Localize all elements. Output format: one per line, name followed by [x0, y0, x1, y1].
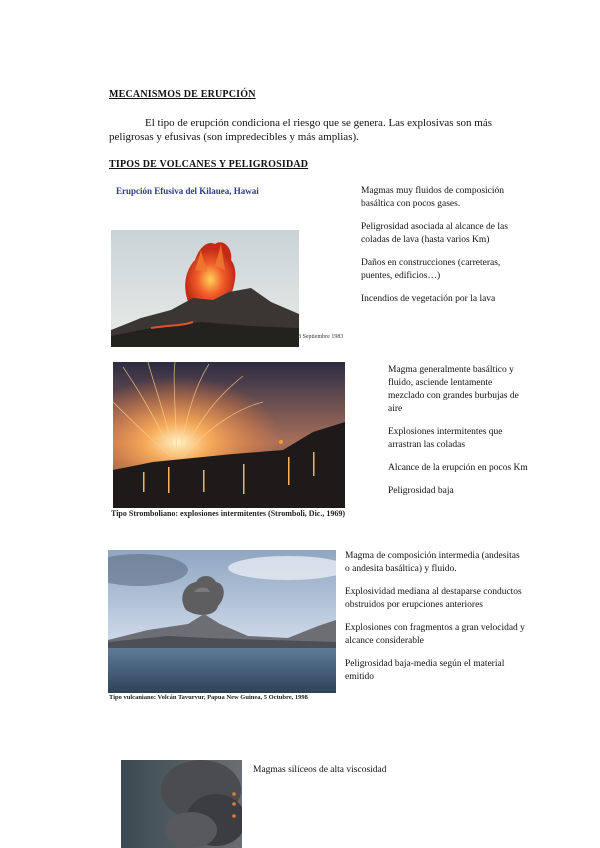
section1-text [361, 185, 521, 316]
heading-mechanisms: MECANISMOS DE ERUPCIÓN [109, 89, 256, 100]
silicic-eruption-photo [121, 760, 242, 848]
section4-text [253, 764, 453, 787]
section1-item-2: Peligrosidad asociada al alcance de las coladas de lava (hasta varios Km) [361, 222, 508, 245]
tavurvur-photo [108, 550, 336, 693]
section3-item-2: Explosividad mediana al destaparse conductos obstruidos por erupciones anteriores [345, 587, 522, 610]
section2-item-2: Explosiones intermitentes que arrastran las coladas [388, 427, 503, 450]
section1-item-3: Daños en construcciones (carreteras, puentes, edificios…) [361, 258, 501, 281]
section4-item-1: Magmas silíceos de alta viscosidad [253, 765, 387, 775]
section1-item-1: Magmas muy fluidos de composición basáltica con pocos gases. [361, 186, 505, 209]
section2-item-3: Alcance de la erupción en pocos Km [388, 463, 528, 473]
section2-item-4: Peligrosidad baja [388, 486, 454, 496]
section2-item-1: Magma generalmente basáltico y fluido, asciende lentamente mezclado con grandes burbujas de aire [388, 365, 519, 414]
intro-line-2: peligrosas y efusivas (son impredecibles y más amplias). [109, 131, 359, 143]
kilauea-date-stamp: 8 Septiembre 1983 [298, 334, 344, 340]
section3-item-4: Peligrosidad baja-media según el material emitido [345, 659, 505, 682]
stromboli-caption: Tipo Stromboliano: explosiones intermitentes (Stromboli, Dic., 1969) [111, 509, 345, 518]
intro-line-1: El tipo de erupción condiciona el riesgo que se genera. Las explosivas son más [145, 117, 493, 129]
stromboli-photo [113, 362, 345, 508]
section3-item-1: Magma de composición intermedia (andesitas o andesita basáltica) y fluido. [345, 551, 520, 574]
heading-types: TIPOS DE VOLCANES Y PELIGROSIDAD [109, 159, 309, 170]
section1-item-4: Incendios de vegetación por la lava [361, 294, 496, 304]
section2-text [388, 364, 528, 508]
kilauea-caption: Erupción Efusiva del Kilauea, Hawai [116, 186, 259, 196]
kilauea-photo [111, 230, 299, 347]
section3-text [345, 550, 525, 694]
tavurvur-caption: Tipo vulcaniano: Volcán Tavurvur, Papua New Guinea, 5 Octubre, 1998 [109, 694, 308, 701]
section3-item-3: Explosiones con fragmentos a gran velocidad y alcance considerable [345, 623, 525, 646]
